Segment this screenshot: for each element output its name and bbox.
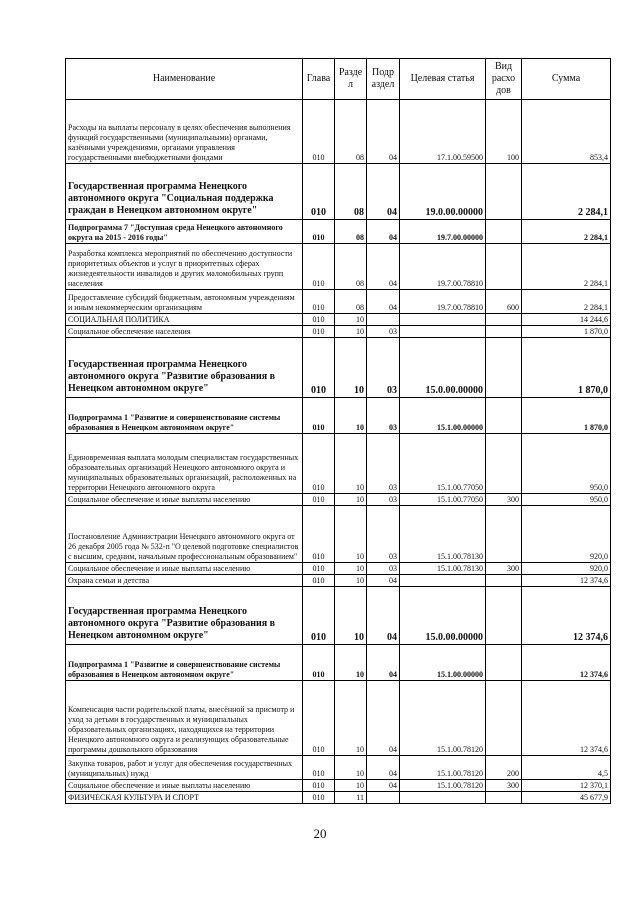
row-razdel: 10 xyxy=(335,398,367,434)
row-target: 15.1.00.77050 xyxy=(400,494,486,506)
row-podrazdel: 04 xyxy=(367,244,400,290)
row-sum: 950,0 xyxy=(522,434,611,494)
row-razdel: 10 xyxy=(335,314,367,326)
row-vid: 300 xyxy=(486,780,522,792)
row-name: Закупка товаров, работ и услуг для обеспечения государственных (муниципальных) нужд xyxy=(66,756,303,780)
row-sum: 2 284,1 xyxy=(522,164,611,220)
row-target: 15.1.00.78130 xyxy=(400,506,486,563)
row-vid: 100 xyxy=(486,100,522,164)
table-row xyxy=(66,220,611,244)
row-razdel: 10 xyxy=(335,780,367,792)
row-glava: 010 xyxy=(303,587,335,645)
row-glava: 010 xyxy=(303,780,335,792)
row-name: ФИЗИЧЕСКАЯ КУЛЬТУРА И СПОРТ xyxy=(66,792,303,804)
row-podrazdel: 03 xyxy=(367,506,400,563)
row-name: Компенсация части родительской платы, внесённой за присмотр и уход за детьми в государственных и муниципальных образовательных организациях, находящихся на территории Ненецкого автономного округа и реализующих образовательные программы дошкольного образования xyxy=(66,681,303,756)
row-podrazdel: 04 xyxy=(367,681,400,756)
row-podrazdel: 03 xyxy=(367,398,400,434)
row-glava: 010 xyxy=(303,326,335,338)
row-sum: 920,0 xyxy=(522,563,611,575)
row-razdel: 10 xyxy=(335,338,367,398)
row-razdel: 08 xyxy=(335,220,367,244)
row-sum: 920,0 xyxy=(522,506,611,563)
row-glava: 010 xyxy=(303,398,335,434)
row-sum: 2 284,1 xyxy=(522,290,611,314)
row-name: СОЦИАЛЬНАЯ ПОЛИТИКА xyxy=(66,314,303,326)
row-podrazdel: 04 xyxy=(367,587,400,645)
row-name: Подпрограмма 1 "Развитие и совершенствование системы образования в Ненецком автономном округе" xyxy=(66,398,303,434)
row-name: Постановление Администрации Ненецкого автономного округа от 26 декабря 2005 года № 532-п "О целевой подготовке специалистов с высшим, средним, начальным профессиональным образованием" xyxy=(66,506,303,563)
row-razdel: 10 xyxy=(335,506,367,563)
row-razdel: 10 xyxy=(335,326,367,338)
row-podrazdel: 04 xyxy=(367,164,400,220)
row-sum: 12 370,1 xyxy=(522,780,611,792)
row-razdel: 10 xyxy=(335,494,367,506)
row-target: 15.0.00.00000 xyxy=(400,587,486,645)
row-razdel: 08 xyxy=(335,100,367,164)
row-podrazdel: 04 xyxy=(367,645,400,681)
row-vid xyxy=(486,434,522,494)
row-podrazdel: 03 xyxy=(367,338,400,398)
row-target: 15.1.00.00000 xyxy=(400,398,486,434)
row-name: Подпрограмма 7 "Доступная среда Ненецкого автономного округа на 2015 - 2016 годы" xyxy=(66,220,303,244)
row-sum: 1 870,0 xyxy=(522,338,611,398)
row-glava: 010 xyxy=(303,434,335,494)
row-target: 15.1.00.78120 xyxy=(400,681,486,756)
row-razdel: 10 xyxy=(335,756,367,780)
row-vid xyxy=(486,164,522,220)
budget-table xyxy=(65,58,611,804)
row-name: Социальное обеспечение населения xyxy=(66,326,303,338)
row-name: Социальное обеспечение и иные выплаты населению xyxy=(66,494,303,506)
table-row xyxy=(66,681,611,756)
row-glava: 010 xyxy=(303,681,335,756)
table-row xyxy=(66,244,611,290)
table-row xyxy=(66,164,611,220)
row-vid xyxy=(486,575,522,587)
table-row xyxy=(66,645,611,681)
row-name: Предоставление субсидий бюджетным, автономным учреждениям и иным некоммерческим организациям xyxy=(66,290,303,314)
row-name: Охрана семьи и детства xyxy=(66,575,303,587)
row-podrazdel: 04 xyxy=(367,220,400,244)
header-sum: Сумма xyxy=(522,59,611,100)
table-row xyxy=(66,326,611,338)
row-vid xyxy=(486,314,522,326)
row-sum: 2 284,1 xyxy=(522,220,611,244)
table-row xyxy=(66,780,611,792)
row-target xyxy=(400,792,486,804)
row-glava: 010 xyxy=(303,220,335,244)
row-glava: 010 xyxy=(303,506,335,563)
header-glava: Глава xyxy=(303,59,335,100)
table-row xyxy=(66,434,611,494)
row-vid xyxy=(486,244,522,290)
row-target: 15.0.00.00000 xyxy=(400,338,486,398)
row-sum: 12 374,6 xyxy=(522,575,611,587)
row-name: Государственная программа Ненецкого автономного округа "Развитие образования в Ненецком автономном округе" xyxy=(66,587,303,645)
row-glava: 010 xyxy=(303,314,335,326)
row-sum: 45 677,9 xyxy=(522,792,611,804)
row-podrazdel: 03 xyxy=(367,326,400,338)
row-glava: 010 xyxy=(303,100,335,164)
table-row xyxy=(66,338,611,398)
row-vid xyxy=(486,645,522,681)
row-target: 19.7.00.00000 xyxy=(400,220,486,244)
row-target xyxy=(400,575,486,587)
row-razdel: 10 xyxy=(335,563,367,575)
row-target: 15.1.00.00000 xyxy=(400,645,486,681)
header-razdel: Разде л xyxy=(335,59,367,100)
row-razdel: 10 xyxy=(335,434,367,494)
row-vid xyxy=(486,506,522,563)
header-name: Наименование xyxy=(66,59,303,100)
row-target: 19.7.00.78810 xyxy=(400,290,486,314)
row-target: 19.0.00.00000 xyxy=(400,164,486,220)
row-razdel: 08 xyxy=(335,164,367,220)
row-podrazdel: 03 xyxy=(367,434,400,494)
row-sum: 1 870,0 xyxy=(522,398,611,434)
table-row xyxy=(66,756,611,780)
row-glava: 010 xyxy=(303,338,335,398)
row-razdel: 10 xyxy=(335,575,367,587)
row-vid xyxy=(486,220,522,244)
row-podrazdel: 04 xyxy=(367,575,400,587)
row-vid xyxy=(486,338,522,398)
row-name: Государственная программа Ненецкого автономного округа "Развитие образования в Ненецком автономном округе" xyxy=(66,338,303,398)
row-target xyxy=(400,326,486,338)
row-vid: 300 xyxy=(486,563,522,575)
row-target: 15.1.00.78130 xyxy=(400,563,486,575)
row-glava: 010 xyxy=(303,756,335,780)
row-razdel: 10 xyxy=(335,587,367,645)
table-row xyxy=(66,100,611,164)
row-glava: 010 xyxy=(303,244,335,290)
row-vid xyxy=(486,398,522,434)
row-vid xyxy=(486,681,522,756)
row-target xyxy=(400,314,486,326)
page-number: 20 xyxy=(313,826,327,841)
row-glava: 010 xyxy=(303,792,335,804)
table-row xyxy=(66,792,611,804)
row-vid xyxy=(486,326,522,338)
header-target-article: Целевая статья xyxy=(400,59,486,100)
row-sum: 853,4 xyxy=(522,100,611,164)
table-row xyxy=(66,314,611,326)
table-row xyxy=(66,494,611,506)
row-podrazdel: 03 xyxy=(367,494,400,506)
row-target: 15.1.00.78120 xyxy=(400,780,486,792)
row-target: 19.7.00.78810 xyxy=(400,244,486,290)
row-glava: 010 xyxy=(303,563,335,575)
row-name: Социальное обеспечение и иные выплаты населению xyxy=(66,780,303,792)
row-sum: 12 374,6 xyxy=(522,681,611,756)
row-vid: 300 xyxy=(486,494,522,506)
row-glava: 010 xyxy=(303,164,335,220)
row-razdel: 10 xyxy=(335,645,367,681)
table-row xyxy=(66,290,611,314)
table-row xyxy=(66,587,611,645)
row-vid xyxy=(486,792,522,804)
row-podrazdel: 04 xyxy=(367,100,400,164)
row-sum: 950,0 xyxy=(522,494,611,506)
row-podrazdel: 04 xyxy=(367,290,400,314)
row-target: 15.1.00.77050 xyxy=(400,434,486,494)
row-sum: 14 244,6 xyxy=(522,314,611,326)
row-vid: 600 xyxy=(486,290,522,314)
row-name: Разработка комплекса мероприятий по обеспечению доступности приоритетных объектов и услуг в приоритетных сферах жизнедеятельности инвалидов и других маломобильных групп населения xyxy=(66,244,303,290)
row-podrazdel: 03 xyxy=(367,563,400,575)
row-razdel: 08 xyxy=(335,244,367,290)
row-razdel: 11 xyxy=(335,792,367,804)
row-name: Расходы на выплаты персоналу в целях обеспечения выполнения функций государственными (муниципальными) органами, казёнными учреждениями, органами управления государственными внебюджетными фондами xyxy=(66,100,303,164)
row-glava: 010 xyxy=(303,645,335,681)
row-vid xyxy=(486,587,522,645)
header-podrazdel: Подр аздел xyxy=(367,59,400,100)
row-name: Социальное обеспечение и иные выплаты населению xyxy=(66,563,303,575)
table-header-row xyxy=(66,59,611,100)
row-vid: 200 xyxy=(486,756,522,780)
row-glava: 010 xyxy=(303,290,335,314)
row-razdel: 10 xyxy=(335,681,367,756)
row-name: Единовременная выплата молодым специалистам государственных образовательных организаций Ненецкого автономного округа и муниципальных образовательных организаций, расположенных на территории Ненецкого автономного округа xyxy=(66,434,303,494)
row-target: 17.1.00.59500 xyxy=(400,100,486,164)
row-sum: 12 374,6 xyxy=(522,587,611,645)
row-glava: 010 xyxy=(303,494,335,506)
row-razdel: 08 xyxy=(335,290,367,314)
row-name: Подпрограмма 1 "Развитие и совершенствование системы образования в Ненецком автономном округе" xyxy=(66,645,303,681)
row-name: Государственная программа Ненецкого автономного округа "Социальная поддержка граждан в Ненецком автономном округе" xyxy=(66,164,303,220)
row-sum: 2 284,1 xyxy=(522,244,611,290)
table-row xyxy=(66,398,611,434)
row-podrazdel xyxy=(367,792,400,804)
row-podrazdel: 04 xyxy=(367,756,400,780)
row-sum: 12 374,6 xyxy=(522,645,611,681)
row-target: 15.1.00.78120 xyxy=(400,756,486,780)
row-sum: 4,5 xyxy=(522,756,611,780)
row-glava: 010 xyxy=(303,575,335,587)
row-podrazdel xyxy=(367,314,400,326)
row-sum: 1 870,0 xyxy=(522,326,611,338)
table-row xyxy=(66,575,611,587)
table-row xyxy=(66,506,611,563)
header-expense-type: Вид расхо дов xyxy=(486,59,522,100)
row-podrazdel: 04 xyxy=(367,780,400,792)
table-row xyxy=(66,563,611,575)
